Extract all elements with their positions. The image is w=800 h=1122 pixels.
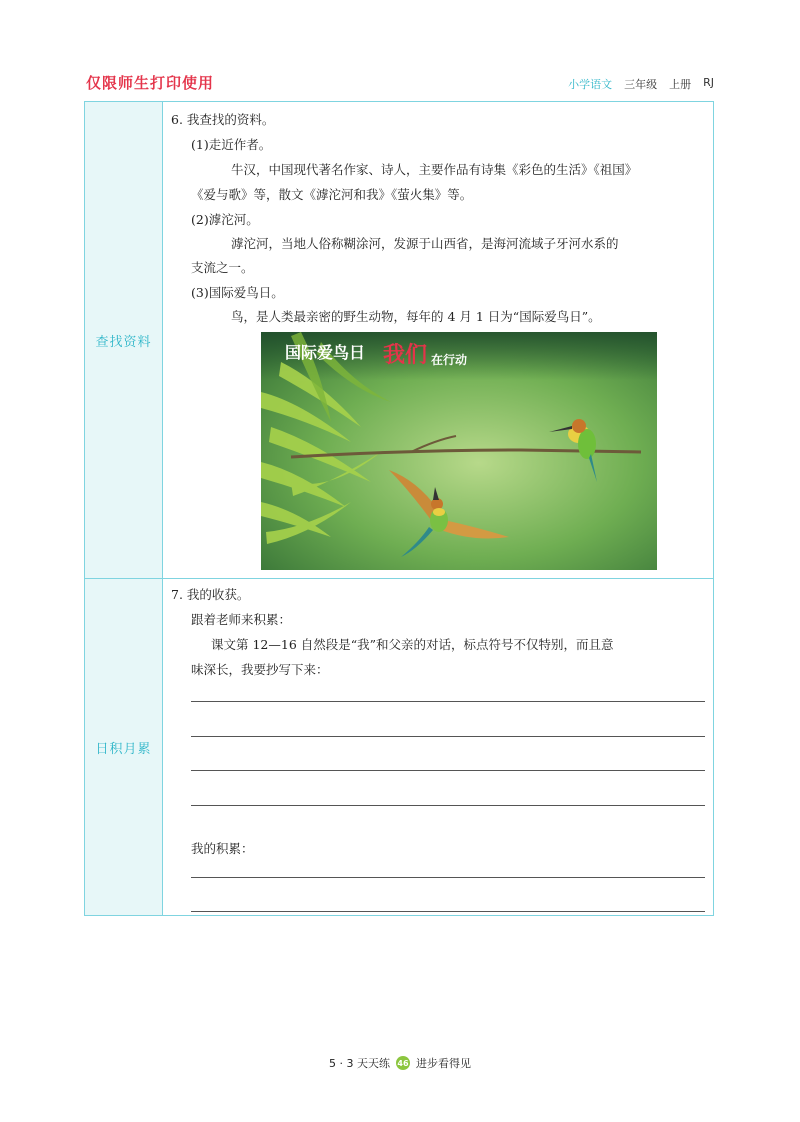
subject-label: 小学语文 — [568, 78, 613, 91]
question-title: 7. 我的收获。 — [171, 587, 250, 602]
section-accumulation-content — [163, 579, 713, 915]
print-notice: 仅限师生打印使用 — [86, 74, 215, 92]
subheading: 跟着老师来积累： — [191, 612, 292, 627]
section-research — [85, 102, 713, 578]
page-footer — [0, 1055, 800, 1071]
writing-line[interactable] — [191, 701, 705, 702]
section-label-cell — [85, 579, 163, 915]
paragraph-line: 《爱与歌》等，散文《滹沱河和我》《萤火集》等。 — [191, 187, 473, 202]
paragraph-line: 鸟，是人类最亲密的野生动物，每年的 4 月 1 日为“国际爱鸟日”。 — [231, 309, 601, 324]
section-label-cell — [85, 102, 163, 578]
footer-slogan: 进步看得见 — [415, 1057, 471, 1070]
section-label-accumulation: 日积月累 — [95, 741, 152, 757]
image-title-text: 国际爱鸟日 — [285, 343, 366, 362]
bird-day-photo — [261, 332, 657, 570]
page-number-badge: 46 — [396, 1056, 410, 1070]
paragraph-line: 牛汉，中国现代著名作家、诗人，主要作品有诗集《彩色的生活》《祖国》 — [231, 162, 638, 177]
paragraph-line: 课文第 12—16 自然段是“我”和父亲的对话，标点符号不仅特别，而且意 — [211, 637, 614, 652]
writing-line[interactable] — [191, 770, 705, 771]
writing-line[interactable] — [191, 736, 705, 737]
volume-label: 上册 — [669, 78, 692, 91]
item-title: (2)滹沱河。 — [191, 212, 259, 227]
grade-label: 三年级 — [624, 78, 658, 91]
paragraph-line: 味深长，我要抄写下来： — [191, 662, 329, 677]
edition-label: RJ — [703, 76, 714, 89]
item-title: (1)走近作者。 — [191, 137, 272, 152]
section-label-research: 查找资料 — [95, 334, 152, 350]
writing-line[interactable] — [191, 805, 705, 806]
image-title-small: 在行动 — [431, 353, 468, 367]
footer-brand: 5 · 3 天天练 — [329, 1057, 390, 1070]
question-title: 6. 我查找的资料。 — [171, 112, 275, 127]
item-title: (3)国际爱鸟日。 — [191, 285, 284, 300]
image-title-big: 我们 — [383, 343, 428, 368]
writing-line[interactable] — [191, 877, 705, 878]
writing-line[interactable] — [191, 911, 705, 912]
book-info — [568, 76, 714, 92]
section-accumulation — [85, 578, 713, 915]
subheading: 我的积累： — [191, 841, 254, 856]
paragraph-line: 滹沱河，当地人俗称糊涂河，发源于山西省，是海河流域子牙河水系的 — [231, 236, 619, 251]
worksheet-table — [84, 101, 714, 916]
paragraph-line: 支流之一。 — [191, 260, 254, 275]
section-research-content — [163, 102, 713, 578]
